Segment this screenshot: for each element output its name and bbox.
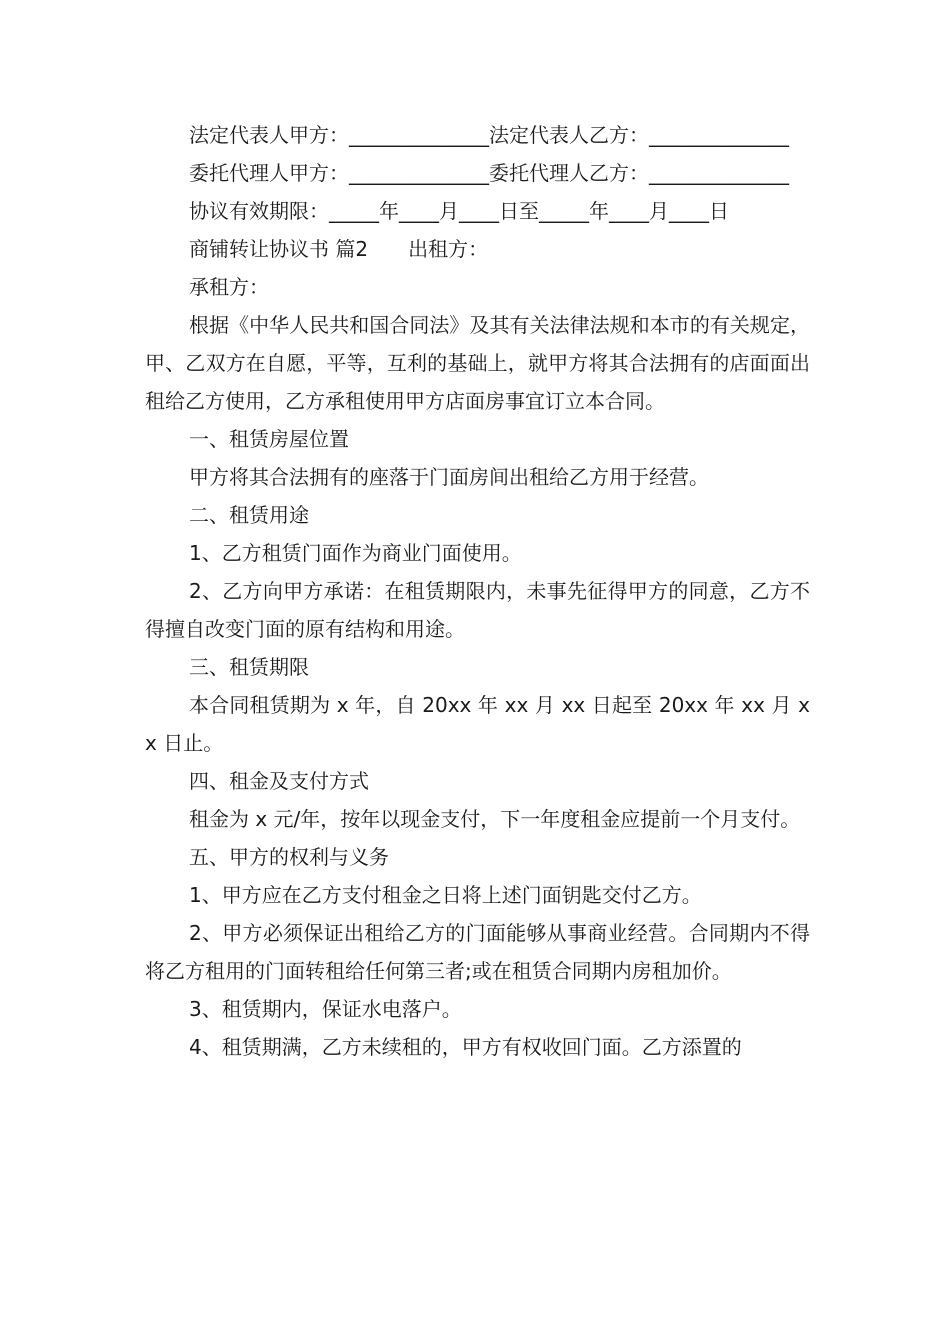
legal-rep-line: 法定代表人甲方：______________法定代表人乙方：______________ <box>189 123 789 147</box>
location-paragraph: 甲方将其合法拥有的座落于门面房间出租给乙方用于经营。 <box>189 465 709 489</box>
lessor-item-4: 4、租赁期满，乙方未续租的，甲方有权收回门面。乙方添置的 <box>189 1035 742 1059</box>
document-page <box>145 116 810 1066</box>
lessor-item-1: 1、甲方应在乙方支付租金之日将上述门面钥匙交付乙方。 <box>189 883 702 907</box>
term-paragraph: 本合同租赁期为 x 年，自 20xx 年 xx 月 xx 日起至 20xx 年 xx 月 xx 日止。 <box>145 693 810 755</box>
usage-item-2: 2、乙方向甲方承诺：在租赁期限内，未事先征得甲方的同意，乙方不得擅自改变门面的原有结构和用途。 <box>145 579 810 641</box>
lessee-line: 承租方： <box>189 275 269 299</box>
rent-paragraph: 租金为 x 元/年，按年以现金支付，下一年度租金应提前一个月支付。 <box>189 807 801 831</box>
usage-item-1: 1、乙方租赁门面作为商业门面使用。 <box>189 541 522 565</box>
heading-term: 三、租赁期限 <box>189 655 309 679</box>
agent-line: 委托代理人甲方：______________委托代理人乙方：______________ <box>189 161 789 185</box>
heading-location: 一、租赁房屋位置 <box>189 427 349 451</box>
section-title-lessor: 商铺转让协议书 篇2 出租方： <box>189 237 489 261</box>
preamble-paragraph: 根据《中华人民共和国合同法》及其有关法律法规和本市的有关规定，甲、乙双方在自愿，平等，互利的基础上，就甲方将其合法拥有的店面面出租给乙方使用，乙方承租使用甲方店面房事宜订立本合同。 <box>145 313 810 413</box>
validity-period-line: 协议有效期限：_____年____月____日至_____年____月____日 <box>189 199 729 223</box>
lessor-item-3: 3、租赁期内，保证水电落户。 <box>189 997 462 1021</box>
heading-usage: 二、租赁用途 <box>189 503 309 527</box>
lessor-item-2: 2、甲方必须保证出租给乙方的门面能够从事商业经营。合同期内不得将乙方租用的门面转租给任何第三者;或在租赁合同期内房租加价。 <box>145 921 810 983</box>
heading-rent: 四、租金及支付方式 <box>189 769 369 793</box>
heading-lessor-rights: 五、甲方的权利与义务 <box>189 845 389 869</box>
